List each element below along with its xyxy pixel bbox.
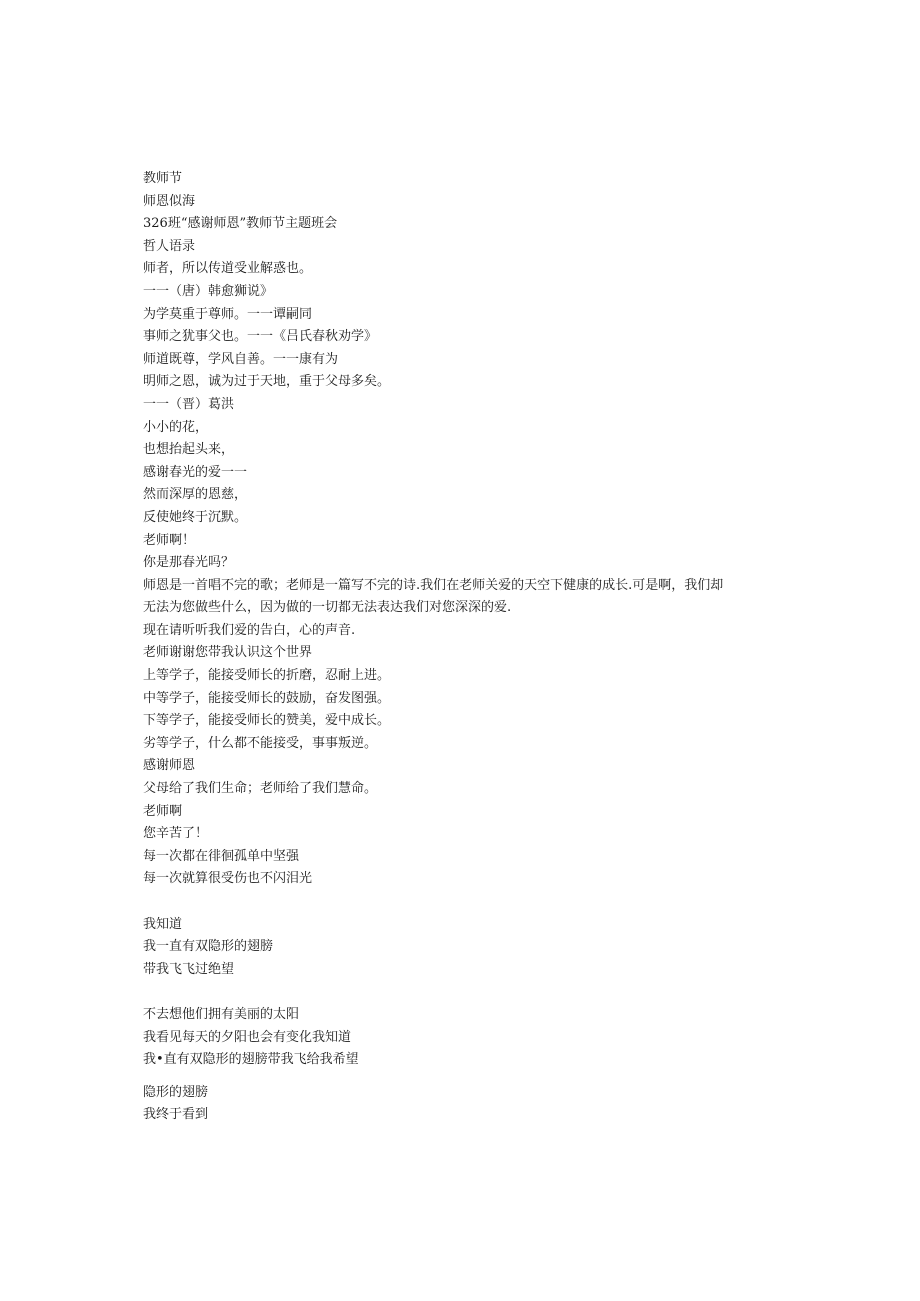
text-line: 隐形的翅膀 bbox=[143, 1084, 209, 1100]
text-line: 我终于看到 bbox=[143, 1107, 209, 1123]
stanza-gap bbox=[143, 891, 783, 914]
text-line: 师者，所以传道受业解惑也。 bbox=[143, 261, 313, 277]
text-line: 326班“感谢师恩”教师节主题班会 bbox=[143, 216, 338, 232]
text-line: 师道既尊，学风自善。一一康有为 bbox=[143, 351, 339, 367]
document-body bbox=[143, 168, 783, 891]
text-line: 感谢春光的爱一一 bbox=[143, 464, 248, 480]
text-line: 父母给了我们生命；老师给了我们慧命。 bbox=[143, 781, 378, 797]
text-line: 我看见每天的夕阳也会有变化我知道 bbox=[143, 1029, 352, 1045]
text-line: 老师啊！ bbox=[143, 532, 196, 548]
text-line: 老师谢谢您带我认识这个世界 bbox=[143, 645, 313, 661]
text-line: 也想抬起头来， bbox=[143, 442, 235, 458]
text-line: 为学莫重于尊师。一一谭嗣同 bbox=[143, 306, 313, 322]
text-line: 我知道 bbox=[143, 916, 183, 932]
stanza-block bbox=[143, 1082, 783, 1127]
text-line: 然而深厚的恩慈， bbox=[143, 487, 248, 503]
text-line: 我一直有双隐形的翅膀 bbox=[143, 939, 274, 955]
text-line: 每一次都在徘徊孤单中坚强 bbox=[143, 848, 300, 864]
text-line: 教师节 bbox=[143, 171, 183, 186]
text-line: 哲人语录 bbox=[143, 238, 196, 254]
text-line: 师恩是一首唱不完的歌；老师是一篇写不完的诗.我们在老师关爱的天空下健康的成长.可是啊，我们却 bbox=[143, 577, 724, 593]
text-line: 小小的花， bbox=[143, 419, 209, 435]
stanza-block bbox=[143, 914, 783, 982]
stanza-block bbox=[143, 1004, 783, 1072]
text-line: 现在请听听我们爱的告白，心的声音. bbox=[143, 622, 356, 638]
text-line: 不去想他们拥有美丽的太阳 bbox=[143, 1006, 300, 1022]
text-line: 明师之恩，诚为过于天地，重于父母多矣。 bbox=[143, 374, 391, 390]
text-line: 劣等学子，什么都不能接受，事事叛逆。 bbox=[143, 735, 378, 751]
text-line: 师恩似海 bbox=[143, 193, 196, 209]
text-line: 无法为您做些什么，因为做的一切都无法表达我们对您深深的爱. bbox=[143, 600, 512, 616]
text-line: 感谢师恩 bbox=[143, 758, 196, 774]
text-line: 老师啊 bbox=[143, 803, 183, 819]
text-line: 反使她终于沉默。 bbox=[143, 509, 248, 525]
text-line: 带我飞飞过绝望 bbox=[143, 961, 235, 977]
text-line: 我•直有双隐形的翅膀带我飞给我希望 bbox=[143, 1052, 359, 1068]
text-line: 每一次就算很受伤也不闪泪光 bbox=[143, 871, 313, 887]
text-line: 一一（唐）韩愈狮说》 bbox=[143, 283, 274, 299]
text-line: 您辛苦了！ bbox=[143, 826, 209, 842]
text-line: 你是那春光吗？ bbox=[143, 555, 235, 571]
text-line: 一一（晋）葛洪 bbox=[143, 396, 235, 412]
text-line: 事师之犹事父也。一一《吕氏春秋劝学》 bbox=[143, 329, 378, 345]
text-line: 上等学子，能接受师长的折磨，忍耐上进。 bbox=[143, 668, 391, 684]
text-line: 下等学子，能接受师长的赞美，爱中成长。 bbox=[143, 713, 391, 729]
stanza-gap bbox=[143, 1072, 783, 1082]
document-page bbox=[143, 168, 783, 1127]
stanza-gap bbox=[143, 981, 783, 1004]
text-line: 中等学子，能接受师长的鼓励，奋发图强。 bbox=[143, 690, 391, 706]
